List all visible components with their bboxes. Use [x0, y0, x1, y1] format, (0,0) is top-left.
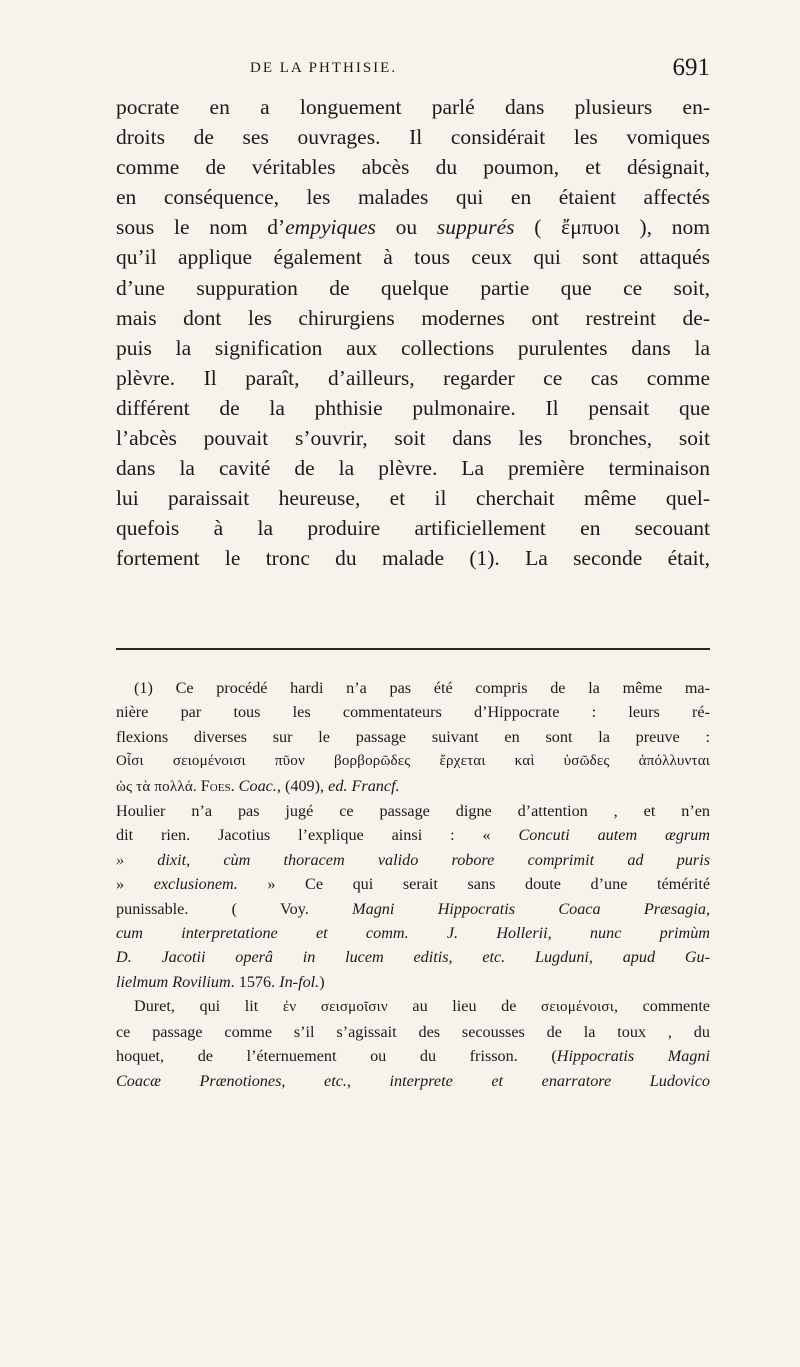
text-line: comme de véritables abcès du poumon, et désignait,	[116, 155, 710, 180]
text-line: sous le nom d’empyiques ou suppurés ( ἔμπυοι ), nom	[116, 215, 711, 240]
text-line: mais dont les chirurgiens modernes ont restreint de-	[116, 305, 710, 330]
footnote-line: flexions diverses sur le passage suivant en sont la preuve :	[116, 727, 710, 746]
text-line: d’une suppuration de quelque partie que ce soit,	[116, 275, 710, 300]
running-title: DE LA PHTHISIE.	[250, 60, 398, 76]
term-empyiques: empyiques	[285, 215, 376, 240]
text-line: droits de ses ouvrages. Il considérait les vomiques	[116, 125, 710, 150]
footnote-line: Houlier n’a pas jugé ce passage digne d’attention , et n’en	[116, 802, 710, 821]
text-line: différent de la phthisie pulmonaire. Il pensait que	[116, 395, 710, 420]
footnote-line: lielmum Rovilium. 1576. In-fol.)	[116, 972, 325, 991]
main-text	[116, 92, 710, 574]
text-line: lui paraissait heureuse, et il cherchait même quel-	[116, 486, 710, 511]
footnote-line: nière par tous les commentateurs d’Hippocrate : leurs ré-	[116, 703, 710, 722]
running-head	[116, 54, 710, 86]
footnote-line: D. Jacotii operâ in lucem editis, etc. Lugduni, apud Gu-	[116, 948, 710, 967]
footnote-line: hoquet, de l’éternuement ou du frisson. (Hippocratis Magni	[116, 1047, 710, 1066]
footnote-line: punissable. ( Voy. Magni Hippocratis Coaca Præsagia,	[116, 899, 710, 918]
greek-quote-line: Οἷσι σειομένοισι πῦον βορβορῶδες ἔρχεται καὶ ὑσῶδες ἀπόλλυνται	[116, 753, 710, 770]
footnote-line: » dixit, cùm thoracem valido robore comprimit ad puris	[116, 850, 710, 869]
text-line: en conséquence, les malades qui en étaient affectés	[116, 185, 710, 210]
text-line: fortement le tronc du malade (1). La seconde était,	[116, 546, 710, 571]
footnote-line: (1) Ce procédé hardi n’a pas été compris de la même ma-	[134, 679, 710, 697]
term-suppures: suppurés	[436, 215, 515, 240]
text-line: quefois à la produire artificiellement en secouant	[116, 516, 710, 541]
footnote-line: Duret, qui lit ἐν σεισμοῖσιν au lieu de σειομένοισι, commente	[134, 997, 710, 1016]
text-line: dans la cavité de la plèvre. La première terminaison	[116, 456, 710, 481]
footnote-line: cum interpretatione et comm. J. Hollerii, nunc primùm	[116, 924, 710, 943]
text-line: pocrate en a longuement parlé dans plusieurs en-	[116, 95, 710, 119]
text-line: puis la signification aux collections purulentes dans la	[116, 335, 710, 360]
footnote-rule	[116, 648, 710, 650]
footnote-line: » exclusionem. » Ce qui serait sans doute d’une témérité	[116, 875, 710, 894]
footnote	[116, 676, 710, 1093]
footnote-line: ὡς τὰ πολλά. Foes. Coac., (409), ed. Francf.	[116, 776, 400, 795]
page-number: 691	[672, 54, 710, 81]
text-line: qu’il applique également à tous ceux qui sont attaqués	[116, 245, 710, 270]
text-line: plèvre. Il paraît, d’ailleurs, regarder ce cas comme	[116, 365, 710, 390]
text-line: l’abcès pouvait s’ouvrir, soit dans les bronches, soit	[116, 426, 710, 451]
footnote-line: ce passage comme s’il s’agissait des secousses de la toux , du	[116, 1022, 710, 1041]
footnote-line: dit rien. Jacotius l’explique ainsi : « Concuti autem ægrum	[116, 826, 710, 845]
footnote-line: Coacæ Prænotiones, etc., interprete et enarratore Ludovico	[116, 1071, 710, 1090]
